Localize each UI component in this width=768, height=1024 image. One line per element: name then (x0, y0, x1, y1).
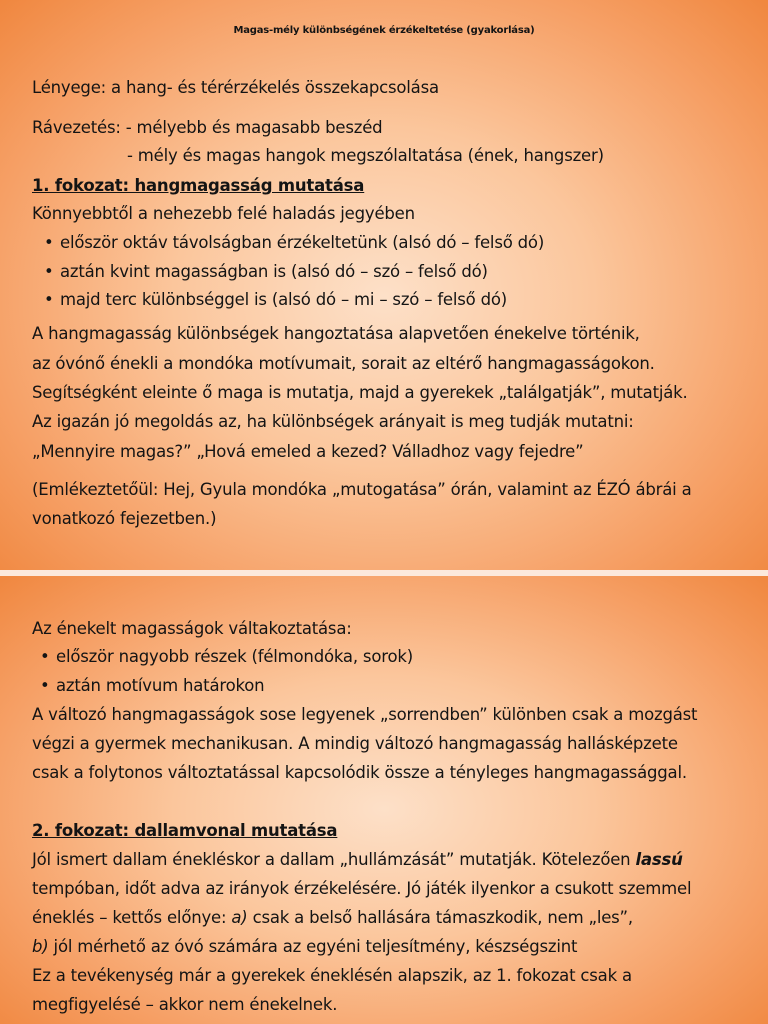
ravezetes-line-2: - mély és magas hangok megszólaltatása (ének, hangszer) (127, 146, 604, 165)
intro-line: Az énekelt magasságok váltakoztatása: (32, 619, 352, 638)
slide-2 (0, 576, 768, 1024)
paragraph-line (32, 907, 633, 929)
paragraph-line: tempóban, időt adva az irányok érzékelésére. Jó játék ilyenkor a csukott szemmel (32, 879, 692, 898)
paragraph-line: Ez a tevékenység már a gyerekek éneklésén alapszik, az 1. fokozat csak a (32, 966, 632, 985)
paragraph-line: Az igazán jó megoldás az, ha különbségek arányait is meg tudják mutatni: (32, 412, 634, 431)
note-line: (Emlékeztetőül: Hej, Gyula mondóka „mutogatása” órán, valamint az ÉZÓ ábrái a (32, 480, 692, 499)
fokozat-1-heading: 1. fokozat: hangmagasság mutatása (32, 176, 365, 195)
paragraph-line: az óvónő énekli a mondóka motívumait, sorait az eltérő hangmagasságokon. (32, 354, 655, 373)
paragraph-line: csak a folytonos változtatással kapcsolódik össze a tényleges hangmagassággal. (32, 763, 687, 782)
text-run: Jól ismert dallam énekléskor a dallam „hullámzását” mutatják. Kötelezően (32, 850, 636, 869)
bullet-item: • aztán kvint magasságban is (alsó dó – szó – felső dó) (60, 261, 488, 283)
emphasis-lassu: lassú (635, 850, 683, 869)
text-run: éneklés – kettős előnye: (32, 908, 232, 927)
bullet-item: • aztán motívum határokon (56, 675, 264, 697)
emphasis-b: b) (32, 937, 49, 956)
fokozat-2-heading: 2. fokozat: dallamvonal mutatása (32, 821, 338, 840)
paragraph-line: végzi a gyermek mechanikusan. A mindig változó hangmagasság hallásképzete (32, 734, 678, 753)
note-line: vonatkozó fejezetben.) (32, 509, 217, 528)
paragraph-line: megfigyelésé – akkor nem énekelnek. (32, 995, 338, 1014)
bullet-item: • először nagyobb részek (félmondóka, sorok) (56, 646, 413, 668)
paragraph-line: „Mennyire magas?” „Hová emeled a kezed? Válladhoz vagy fejedre” (32, 442, 584, 461)
bullet-item: • először oktáv távolságban érzékeltetünk (alsó dó – felső dó) (60, 232, 544, 254)
fokozat-1-intro: Könnyebbtől a nehezebb felé haladás jegyében (32, 204, 415, 223)
paragraph-line (32, 849, 683, 871)
emphasis-a: a) (231, 908, 248, 927)
ravezetes-line-1: Rávezetés: - mélyebb és magasabb beszéd (32, 118, 383, 137)
paragraph-line (32, 936, 577, 958)
paragraph-line: Segítségként eleinte ő maga is mutatja, majd a gyerekek „találgatják”, mutatják. (32, 383, 688, 402)
bullet-item: • majd terc különbséggel is (alsó dó – mi – szó – felső dó) (60, 289, 507, 311)
paragraph-line: A változó hangmagasságok sose legyenek „sorrendben” különben csak a mozgást (32, 705, 698, 724)
text-run: jól mérhető az óvó számára az egyéni teljesítmény, készségszint (48, 937, 578, 956)
slide-title: Magas-mély különbségének érzékeltetése (gyakorlása) (233, 25, 535, 36)
lenyege-line: Lényege: a hang- és térérzékelés összekapcsolása (32, 78, 439, 97)
paragraph-line: A hangmagasság különbségek hangoztatása alapvetően énekelve történik, (32, 324, 640, 343)
text-run: csak a belső hallására támaszkodik, nem „les”, (247, 908, 633, 927)
